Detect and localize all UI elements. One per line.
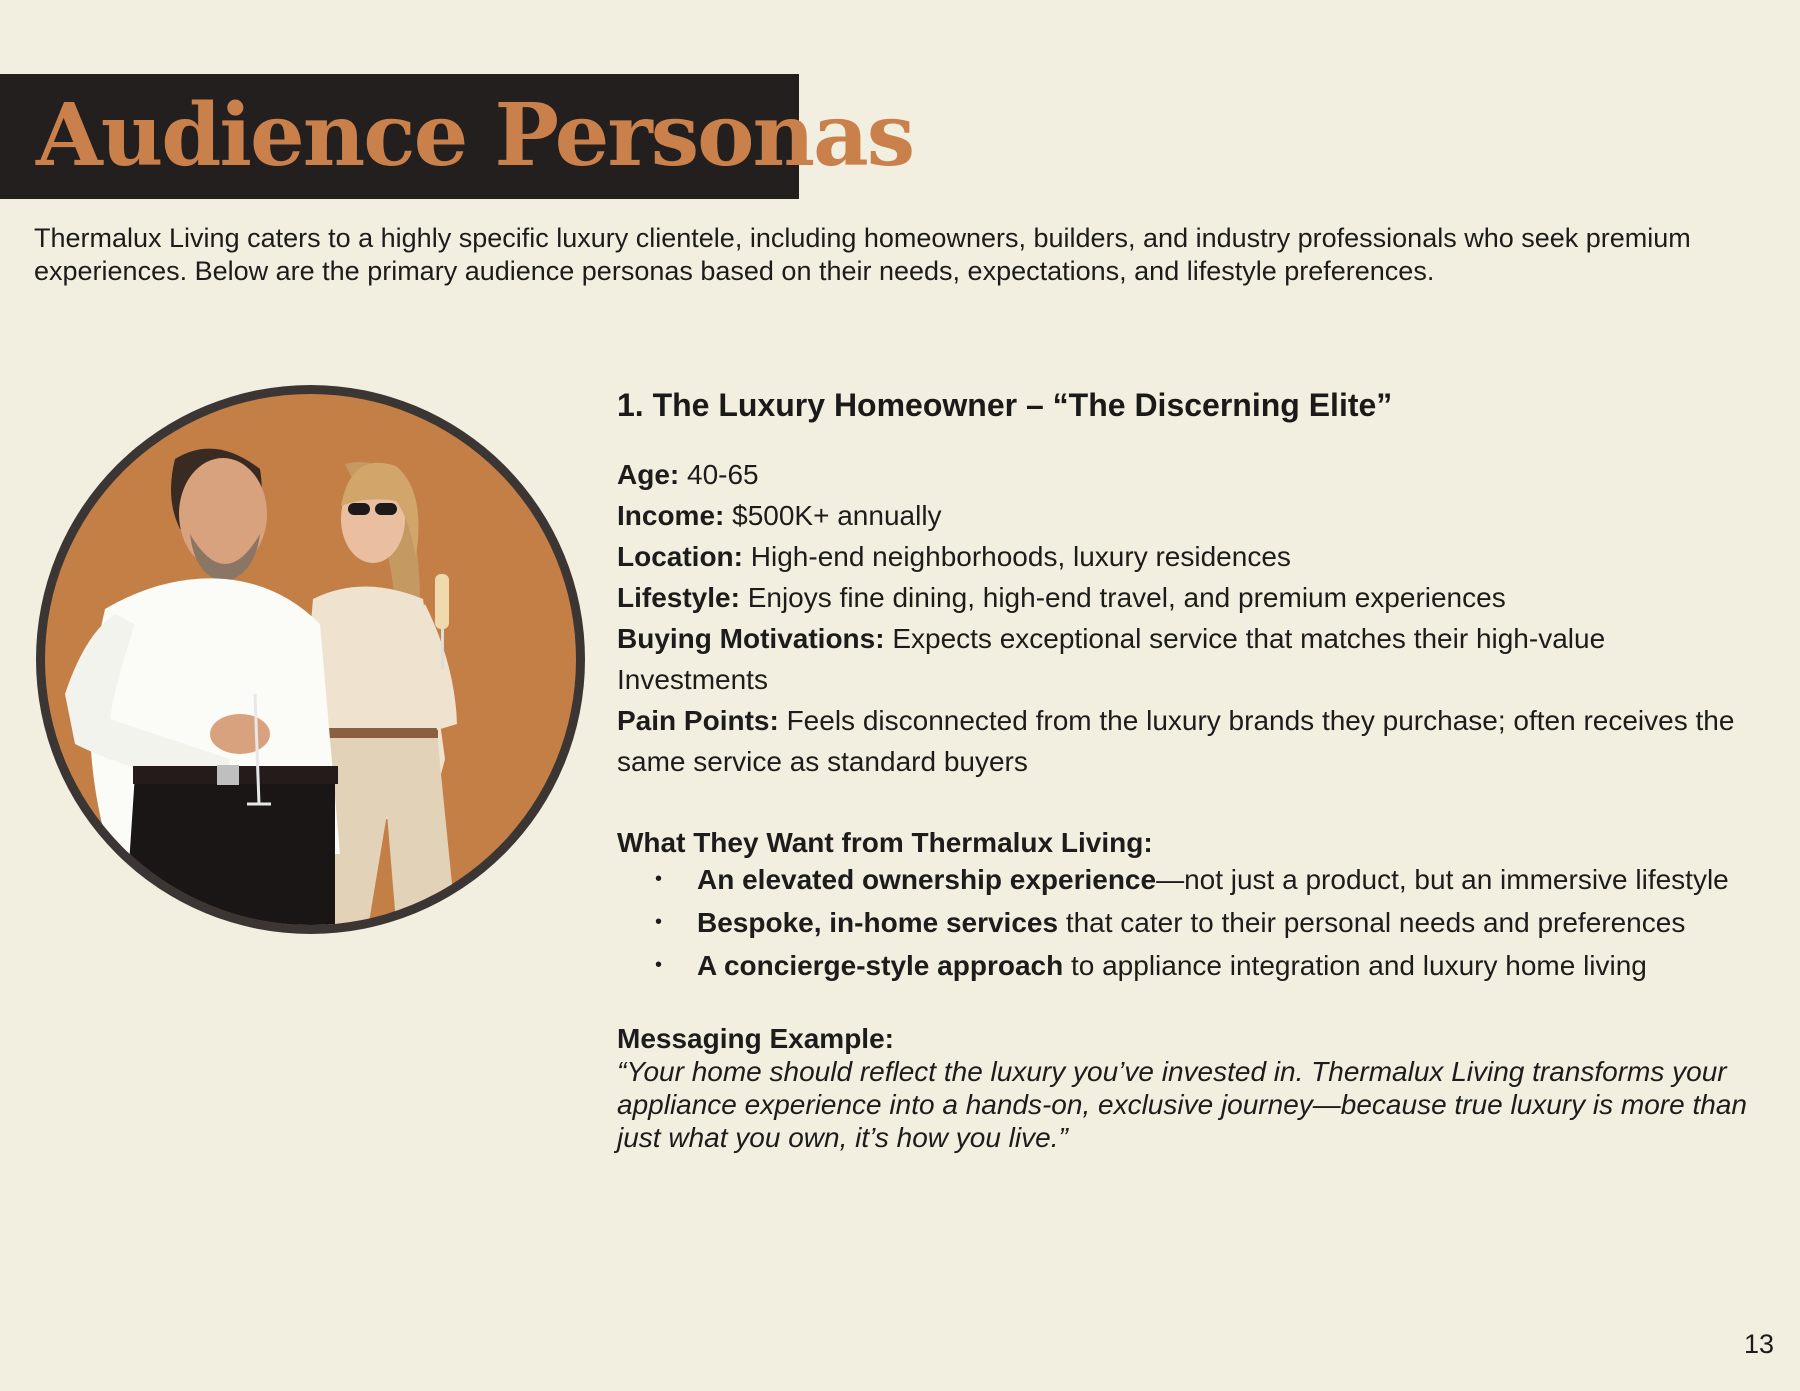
fact-age — [617, 454, 1757, 495]
couple-illustration — [45, 394, 576, 925]
want-highlight: Bespoke, in-home services — [697, 907, 1059, 938]
fact-label: Lifestyle: — [617, 582, 740, 613]
wants-heading: What They Want from Thermalux Living: — [617, 827, 1153, 858]
list-item — [617, 863, 1757, 896]
page-number: 13 — [1743, 1329, 1774, 1359]
messaging-quote: “Your home should reflect the luxury you’ve invested in. Thermalux Living transforms your appliance experience into a hands-on, exclusive journey—because true luxury is more than just what you own, it’s how you live.” — [617, 1056, 1747, 1153]
fact-value: Feels disconnected from the luxury brands they purchase; often receives the same service as standard buyers — [617, 705, 1735, 777]
persona-photo — [36, 385, 585, 934]
fact-value: 40-65 — [679, 459, 759, 490]
fact-label: Income: — [617, 500, 725, 531]
bullet: • — [655, 954, 663, 976]
fact-lifestyle — [617, 577, 1757, 618]
page-title: Audience Personas — [36, 85, 914, 186]
fact-location — [617, 536, 1757, 577]
bullet: • — [655, 911, 663, 933]
list-item — [617, 949, 1757, 982]
fact-buying-motivations — [617, 618, 1757, 700]
intro-paragraph: Thermalux Living caters to a highly specific luxury clientele, including homeowners, builders, and industry professionals who seek premium experiences. Below are the primary audience personas based on their needs, expectations, and lifestyle preferences. — [34, 223, 1691, 286]
fact-label: Buying Motivations: — [617, 623, 885, 654]
want-text: that cater to their personal needs and preferences — [1058, 907, 1686, 938]
persona-photo-image — [45, 394, 576, 925]
want-text: —not just a product, but an immersive lifestyle — [1156, 864, 1729, 895]
fact-value: High-end neighborhoods, luxury residences — [743, 541, 1291, 572]
bullet: • — [655, 868, 663, 890]
fact-label: Age: — [617, 459, 680, 490]
messaging-heading: Messaging Example: — [617, 1023, 894, 1054]
persona-title: 1. The Luxury Homeowner – “The Discerning Elite” — [617, 387, 1393, 423]
fact-value: $500K+ annually — [724, 500, 942, 531]
persona-facts — [617, 454, 1757, 782]
fact-label: Pain Points: — [617, 705, 779, 736]
list-item — [617, 906, 1757, 939]
fact-value: Enjoys fine dining, high-end travel, and premium experiences — [739, 582, 1506, 613]
fact-income — [617, 495, 1757, 536]
man-figure — [65, 449, 340, 925]
fact-value: Expects exceptional service that matches their high-value Investments — [617, 623, 1606, 695]
want-highlight: A concierge-style approach — [697, 950, 1064, 981]
title-banner — [0, 74, 914, 199]
want-highlight: An elevated ownership experience — [697, 864, 1157, 895]
persona-section — [617, 380, 1757, 1154]
fact-pain-points — [617, 700, 1757, 782]
fact-label: Location: — [617, 541, 743, 572]
want-text: to appliance integration and luxury home living — [1063, 950, 1647, 981]
wants-list — [617, 863, 1757, 982]
